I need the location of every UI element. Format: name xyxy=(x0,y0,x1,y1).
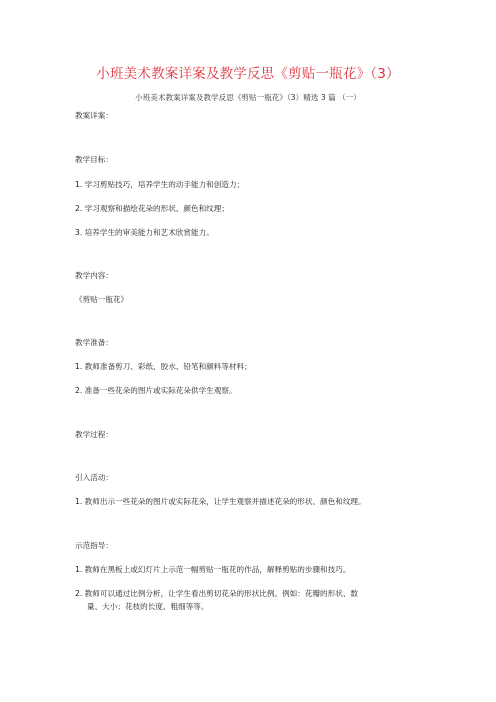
section-heading-goals: 教学目标： xyxy=(75,155,113,164)
section-heading-process: 教学过程： xyxy=(75,430,113,439)
section-heading-content: 教学内容： xyxy=(75,271,113,280)
demonstration-item-1: 1. 教师在黑板上或幻灯片上示范一幅剪贴一瓶花的作品，解释剪贴的步骤和技巧。 xyxy=(75,565,351,574)
demonstration-item-2-continued: 量、大小；花枝的长度、粗细等等。 xyxy=(87,602,209,611)
preparation-item-2: 2. 准备一些花朵的图片或实际花朵供学生观察。 xyxy=(75,386,237,395)
document-title: 小班美术教案详案及教学反思《剪贴一瓶花》（3） xyxy=(96,66,400,82)
section-heading-preparation: 教学准备： xyxy=(75,338,113,347)
preparation-item-1: 1. 教师准备剪刀、彩纸、胶水、铅笔和颜料等材料； xyxy=(75,362,252,371)
content-item: 《剪贴一瓶花》 xyxy=(75,295,129,304)
goal-item-2: 2. 学习观察和描绘花朵的形状、颜色和纹理； xyxy=(75,204,229,213)
document-subtitle: 小班美术教案详案及教学反思《剪贴一瓶花》（3）精选 3 篇 （一） xyxy=(135,93,361,102)
intro-activity-item-1: 1. 教师出示一些花朵的图片或实际花朵，让学生观察并描述花朵的形状、颜色和纹理。 xyxy=(75,497,366,506)
demonstration-item-2: 2. 教师可以通过比例分析，让学生看出剪切花朵的形状比例。例如：花瓣的形状、数 xyxy=(75,589,359,598)
section-heading-demonstration: 示范指导： xyxy=(75,541,113,550)
section-heading-intro-activity: 引入活动： xyxy=(75,473,113,482)
section-heading-plan: 教案详案： xyxy=(75,111,113,120)
goal-item-3: 3. 培养学生的审美能力和艺术欣赏能力。 xyxy=(75,228,214,237)
goal-item-1: 1. 学习剪贴技巧，培养学生的动手能力和创造力； xyxy=(75,180,245,189)
